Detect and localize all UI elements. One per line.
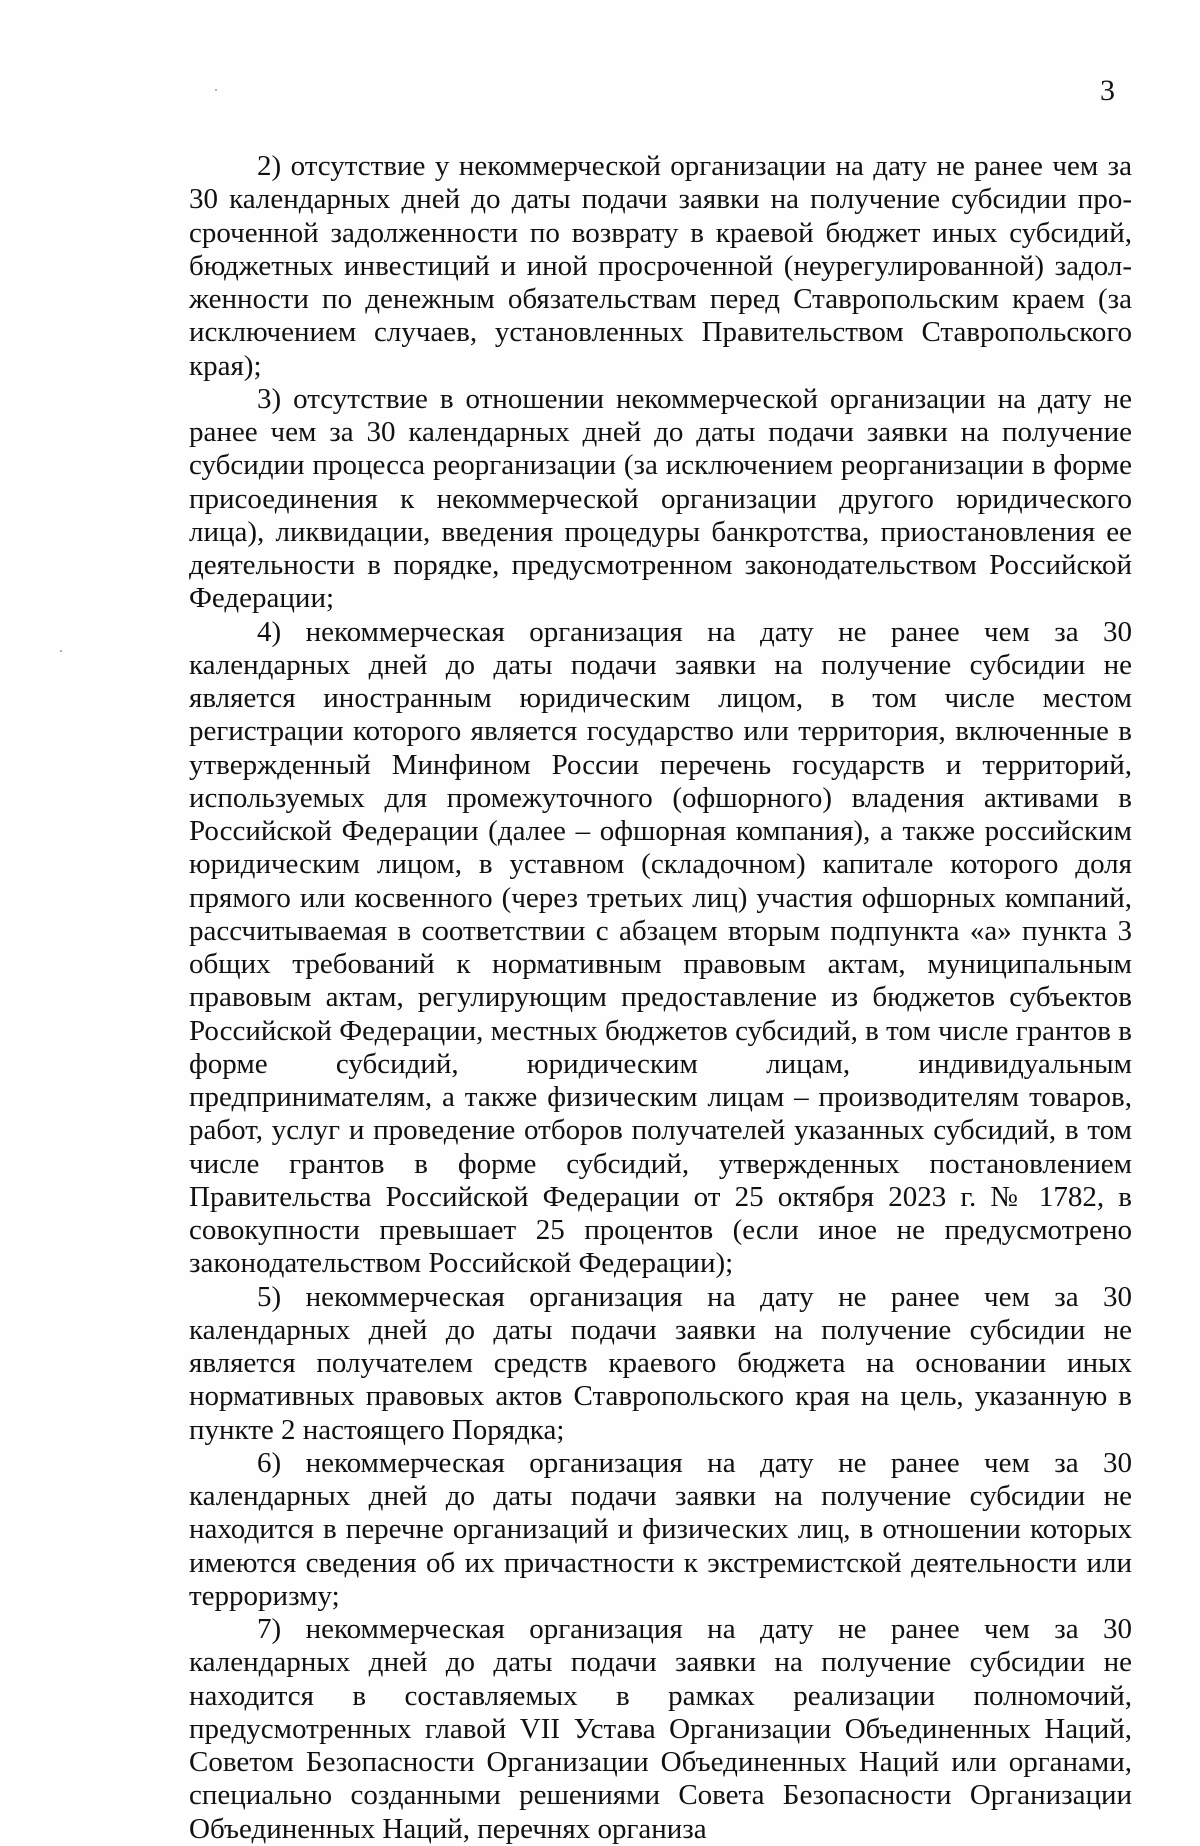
paragraph-item-6: 6) некоммерческая организация на дату не ранее чем за 30 календарных дней до даты подачи заявки на получение субсидии не находится в перечне организаций и физических лиц, в отношении которых имеются сведения об их причастности к экстремистской деятельности или терроризму; <box>189 1446 1132 1612</box>
scan-speck <box>215 89 217 91</box>
paragraph-item-5: 5) некоммерческая организация на дату не ранее чем за 30 календарных дней до даты подачи заявки на получение субсидии не является получателем средств краевого бюджета на основании иных нормативных правовых актов Ставропольского края на цель, указанную в пункте 2 настоящего Порядка; <box>189 1280 1132 1446</box>
paragraph-item-2: 2) отсутствие у некоммерческой организации на дату не ранее чем за 30 календарных дней до даты подачи заявки на получение субсидии просроченной задолженности по возврату в краевой бюджет иных субсидий, бюджетных инвестиций и иной просроченной (неурегулированной) задолженности по денежным обязательствам перед Ставропольским краем (за исключением случаев, установленных Правительством Ставропольского края); <box>189 150 1132 382</box>
paragraph-item-3: 3) отсутствие в отношении некоммерческой организации на дату не ранее чем за 30 календарных дней до даты подачи заявки на получение субсидии процесса реорганизации (за исключением реорганизации в форме присоединения к некоммерческой организации другого юридического лица), ликвидации, введения процедуры банкротства, приостановления ее деятельности в порядке, предусмотренном законодательством Российской Федерации; <box>189 382 1132 615</box>
scan-speck <box>60 650 62 652</box>
page-number: 3 <box>1100 74 1115 107</box>
paragraph-item-4: 4) некоммерческая организация на дату не ранее чем за 30 календарных дней до даты подачи заявки на получение субсидии не является иностранным юридическим лицом, в том числе местом регистрации которого является государство или территория, включенные в утвержденный Минфином России перечень государств и территорий, используемых для промежуточного (офшорного) владения активами в Российской Федерации (далее – офшорная компания), а также российским юридическим лицом, в уставном (складочном) капитале которого доля прямого или косвенного (через третьих лиц) участия офшорных компаний, рассчитываемая в соответствии с абзацем вторым подпункта «а» пункта 3 общих требований к нормативным правовым актам, муниципальным правовым актам, регулирующим предоставление из бюджетов субъектов Российской Федерации, местных бюджетов субсидий, в том числе грантов в форме субсидий, юридическим лицам, индивидуальным предпринимателям, а также физическим лицам – производителям товаров, работ, услуг и проведение отборов получателей указанных субсидий, в том числе грантов в форме субсидий, утвержденных постановлением Правительства Российской Федерации от 25 октября 2023 г. № 1782, в совокупности превышает 25 процентов (если иное не предусмотрено законодательством Российской Федерации); <box>189 615 1132 1280</box>
document-body <box>189 150 1132 1846</box>
paragraph-item-7: 7) некоммерческая организация на дату не ранее чем за 30 календарных дней до даты подачи заявки на получение субсидии не находится в составляемых в рамках реализации полномочий, предусмотренных главой VII Устава Организации Объединенных Наций, Советом Безопасности Организации Объединенных Наций или органами, специально созданными решениями Совета Безопасности Организации Объединенных Наций, перечнях организа <box>189 1613 1132 1845</box>
